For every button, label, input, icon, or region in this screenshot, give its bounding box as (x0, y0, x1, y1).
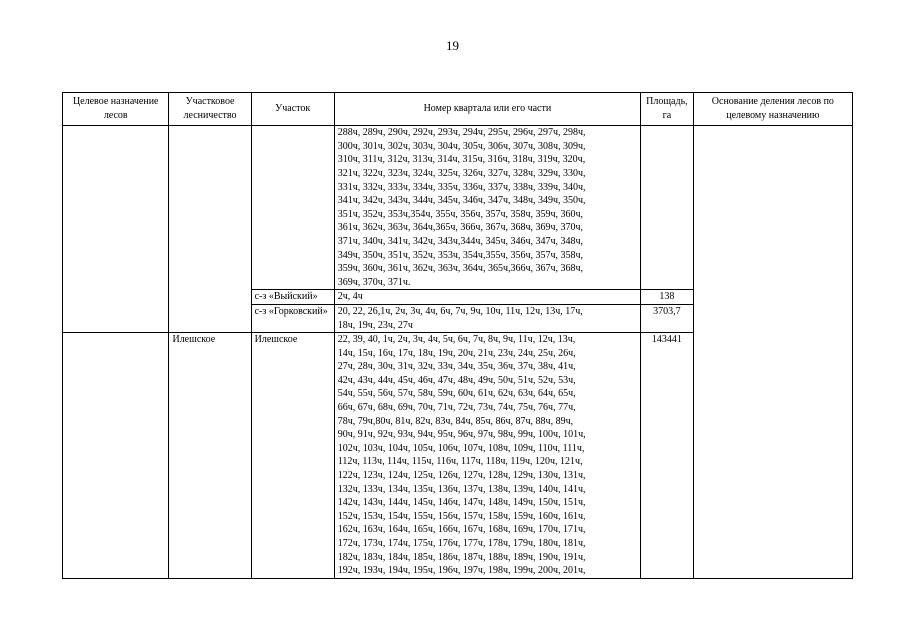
quarters-line: 22, 39, 40, 1ч, 2ч, 3ч, 4ч, 5ч, 6ч, 7ч, 8ч, 9ч, 11ч, 12ч, 13ч, (337, 334, 576, 346)
area-cell: 138 (641, 290, 694, 305)
area-cell (641, 126, 694, 290)
quarters-line: 152ч, 153ч, 154ч, 155ч, 156ч, 157ч, 158ч, 159ч, 160ч, 161ч, (337, 510, 586, 522)
quarters-line: 351ч, 352ч, 353ч,354ч, 355ч, 356ч, 357ч, 358ч, 359ч, 360ч, (337, 208, 584, 220)
quarters-line: 349ч, 350ч, 351ч, 352ч, 353ч, 354ч,355ч, 356ч, 357ч, 358ч, (337, 249, 584, 261)
quarters-line: 20, 22, 26,1ч, 2ч, 3ч, 4ч, 6ч, 7ч, 9ч, 10ч, 11ч, 12ч, 13ч, 17ч, (337, 305, 583, 317)
header-section: Участок (251, 93, 334, 126)
basis-cell (693, 126, 852, 579)
forest-purpose-table (62, 92, 853, 579)
section-cell: с-з «Выйский» (251, 290, 334, 305)
quarters-line: 182ч, 183ч, 184ч, 185ч, 186ч, 187ч, 188ч, 189ч, 190ч, 191ч, (337, 551, 586, 563)
quarters-line: 142ч, 143ч, 144ч, 145ч, 146ч, 147ч, 148ч, 149ч, 150ч, 151ч, (337, 497, 586, 509)
quarters-line: 18ч, 19ч, 23ч, 27ч (337, 319, 413, 331)
quarters-line: 42ч, 43ч, 44ч, 45ч, 46ч, 47ч, 48ч, 49ч, 50ч, 51ч, 52ч, 53ч, (337, 374, 576, 386)
area-cell: 3703,7 (641, 304, 694, 332)
header-forestry: Участковое лесничество (169, 93, 251, 126)
quarters-line: 112ч, 113ч, 114ч, 115ч, 116ч, 117ч, 118ч, 119ч, 120ч, 121ч, (337, 456, 583, 468)
quarters-cell (334, 126, 640, 290)
section-cell: с-з «Горковский» (251, 304, 334, 332)
area-cell: 143441 (641, 333, 694, 579)
quarters-line: 2ч, 4ч (337, 291, 363, 303)
quarters-line: 359ч, 360ч, 361ч, 362ч, 363ч, 364ч, 365ч,366ч, 367ч, 368ч, (337, 263, 584, 275)
section-cell: Илешское (251, 333, 334, 579)
quarters-line: 27ч, 28ч, 30ч, 31ч, 32ч, 33ч, 34ч, 35ч, 36ч, 37ч, 38ч, 41ч, (337, 361, 576, 373)
page-number: 19 (446, 38, 459, 53)
quarters-cell (334, 290, 640, 305)
quarters-cell (334, 304, 640, 332)
quarters-line: 288ч, 289ч, 290ч, 292ч, 293ч, 294ч, 295ч, 296ч, 297ч, 298ч, (337, 127, 586, 139)
section-cell (251, 126, 334, 290)
header-basis: Основание деления лесов по целевому назначению (693, 93, 852, 126)
quarters-line: 321ч, 322ч, 323ч, 324ч, 325ч, 326ч, 327ч, 328ч, 329ч, 330ч, (337, 167, 586, 179)
purpose-cell (63, 333, 169, 579)
quarters-line: 369ч, 370ч, 371ч. (337, 276, 411, 288)
quarters-line: 331ч, 332ч, 333ч, 334ч, 335ч, 336ч, 337ч, 338ч, 339ч, 340ч, (337, 181, 586, 193)
quarters-line: 78ч, 79ч,80ч, 81ч, 82ч, 83ч, 84ч, 85ч, 86ч, 87ч, 88ч, 89ч, (337, 415, 574, 427)
quarters-line: 132ч, 133ч, 134ч, 135ч, 136ч, 137ч, 138ч, 139ч, 140ч, 141ч, (337, 483, 586, 495)
quarters-line: 310ч, 311ч, 312ч, 313ч, 314ч, 315ч, 316ч, 318ч, 319ч, 320ч, (337, 154, 586, 166)
quarters-line: 371ч, 340ч, 341ч, 342ч, 343ч,344ч, 345ч, 346ч, 347ч, 348ч, (337, 235, 584, 247)
table-header-row (63, 93, 853, 126)
header-purpose: Целевое назначение лесов (63, 93, 169, 126)
quarters-line: 341ч, 342ч, 343ч, 344ч, 345ч, 346ч, 347ч, 348ч, 349ч, 350ч, (337, 195, 586, 207)
forestry-cell: Илешское (169, 333, 251, 579)
quarters-line: 361ч, 362ч, 363ч, 364ч,365ч, 366ч, 367ч, 368ч, 369ч, 370ч, (337, 222, 584, 234)
table-row (63, 126, 853, 290)
quarters-line: 90ч, 91ч, 92ч, 93ч, 94ч, 95ч, 96ч, 97ч, 98ч, 99ч, 100ч, 101ч, (337, 429, 586, 441)
quarters-line: 14ч, 15ч, 16ч, 17ч, 18ч, 19ч, 20ч, 21ч, 23ч, 24ч, 25ч, 26ч, (337, 347, 576, 359)
quarters-line: 300ч, 301ч, 302ч, 303ч, 304ч, 305ч, 306ч, 307ч, 308ч, 309ч, (337, 140, 586, 152)
quarters-line: 122ч, 123ч, 124ч, 125ч, 126ч, 127ч, 128ч, 129ч, 130ч, 131ч, (337, 470, 586, 482)
header-quarters: Номер квартала или его части (334, 93, 640, 126)
quarters-line: 162ч, 163ч, 164ч, 165ч, 166ч, 167ч, 168ч, 169ч, 170ч, 171ч, (337, 524, 586, 536)
header-area: Площадь, га (641, 93, 694, 126)
quarters-line: 172ч, 173ч, 174ч, 175ч, 176ч, 177ч, 178ч, 179ч, 180ч, 181ч, (337, 538, 586, 549)
quarters-line: 192ч, 193ч, 194ч, 195ч, 196ч, 197ч, 198ч, 199ч, 200ч, 201ч, (337, 565, 586, 577)
quarters-line: 66ч, 67ч, 68ч, 69ч, 70ч, 71ч, 72ч, 73ч, 74ч, 75ч, 76ч, 77ч, (337, 402, 576, 414)
quarters-line: 54ч, 55ч, 56ч, 57ч, 58ч, 59ч, 60ч, 61ч, 62ч, 63ч, 64ч, 65ч, (337, 388, 576, 400)
purpose-cell (63, 126, 169, 333)
quarters-cell (334, 333, 640, 579)
quarters-line: 102ч, 103ч, 104ч, 105ч, 106ч, 107ч, 108ч, 109ч, 110ч, 111ч, (337, 442, 585, 454)
forestry-cell (169, 126, 251, 333)
